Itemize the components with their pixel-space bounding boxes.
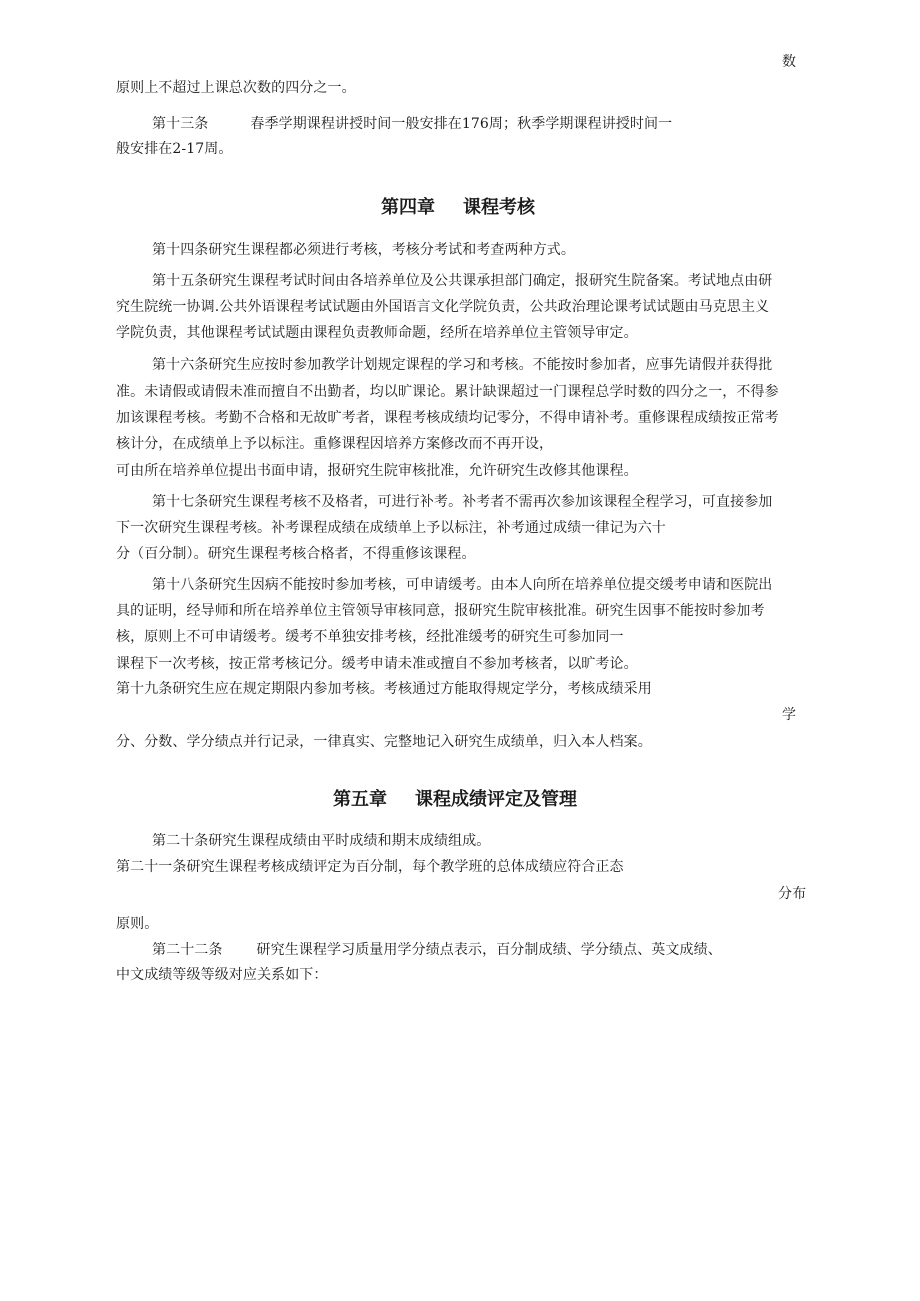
article-22-line2: 中文成绩等级等级对应关系如下：	[116, 967, 328, 983]
article-16-line3: 加该课程考核。考勤不合格和无故旷考者，课程考核成绩均记零分，不得申请补考。重修课程成绩按正常考	[116, 410, 779, 426]
article-20: 第二十条研究生课程成绩由平时成绩和期末成绩组成。	[152, 833, 491, 849]
article-21-line1: 第二十一条研究生课程考核成绩评定为百分制，每个教学班的总体成绩应符合正态	[116, 859, 624, 875]
article-19-fragment: 学	[782, 707, 797, 723]
article-22-label: 第二十二条	[152, 942, 223, 958]
article-18-line3: 核，原则上不可申请缓考。缓考不单独安排考核，经批准缓考的研究生可参加同一	[116, 629, 624, 645]
article-16-line2: 准。未请假或请假未准而擅自不出勤者，均以旷课论。累计缺课超过一门课程总学时数的四分之一，不得参	[116, 384, 779, 400]
chapter-5-title: 课程成绩评定及管理	[415, 789, 577, 810]
chapter-5-number: 第五章	[333, 789, 387, 810]
article-13-line2: 般安排在2-17周。	[116, 141, 233, 157]
article-18-line2: 具的证明，经导师和所在培养单位主管领导审核同意，报研究生院审核批准。研究生因事不能按时参加考	[116, 603, 765, 619]
article-17-line2: 下一次研究生课程考核。补考课程成绩在成绩单上予以标注，补考通过成绩一律记为六十	[116, 520, 666, 536]
article-14: 第十四条研究生课程都必须进行考核，考核分考试和考查两种方式。	[152, 242, 575, 258]
article-21-line2: 原则。	[116, 916, 159, 932]
article-15-line1: 第十五条研究生课程考试时间由各培养单位及公共课承担部门确定，报研究生院备案。考试地点由研	[152, 273, 773, 289]
article-16-line1: 第十六条研究生应按时参加教学计划规定课程的学习和考核。不能按时参加者，应事先请假并获得批	[152, 357, 773, 373]
chapter-4-heading	[381, 196, 535, 220]
article-17-line1: 第十七条研究生课程考核不及格者，可进行补考。补考者不需再次参加该课程全程学习，可直接参加	[152, 494, 773, 510]
article-19-line2: 分、分数、学分绩点并行记录，一律真实、完整地记入研究生成绩单，归入本人档案。	[116, 734, 652, 750]
chapter-4-title: 课程考核	[463, 197, 535, 218]
article-13	[152, 114, 672, 134]
article-17-line3: 分（百分制）。研究生课程考核合格者，不得重修该课程。	[116, 546, 476, 562]
article-22	[152, 940, 722, 960]
article-16-line5: 可由所在培养单位提出书面申请，报研究生院审核批准，允许研究生改修其他课程。	[116, 463, 638, 479]
chapter-5-heading	[333, 788, 577, 812]
article-13-text: 春季学期课程讲授时间一般安排在176周；秋季学期课程讲授时间一	[250, 116, 673, 132]
article-18-line4: 课程下一次考核，按正常考核记分。缓考申请未准或擅自不参加考核者，以旷考论。	[116, 656, 638, 672]
article-15-line3: 学院负责，其他课程考试试题由课程负责教师命题，经所在培养单位主管领导审定。	[116, 325, 638, 341]
page-fragment-text: 数	[782, 54, 797, 70]
article-18-line1: 第十八条研究生因病不能按时参加考核，可申请缓考。由本人向所在培养单位提交缓考申请和医院出	[152, 577, 773, 593]
article-12-continuation: 原则上不超过上课总次数的四分之一。	[116, 80, 356, 96]
article-15-line2: 究生院统一协调.公共外语课程考试试题由外国语言文化学院负责，公共政治理论课考试试题由马克思主义	[116, 299, 770, 315]
article-16-line4: 核计分，在成绩单上予以标注。重修课程因培养方案修改而不再开设，	[116, 436, 554, 452]
article-13-label: 第十三条	[152, 116, 209, 132]
article-21-fragment: 分布	[778, 886, 807, 902]
chapter-4-number: 第四章	[381, 197, 435, 218]
article-19-line1: 第十九条研究生应在规定期限内参加考核。考核通过方能取得规定学分，考核成绩采用	[116, 681, 652, 697]
article-22-text: 研究生课程学习质量用学分绩点表示，百分制成绩、学分绩点、英文成绩、	[256, 942, 722, 958]
